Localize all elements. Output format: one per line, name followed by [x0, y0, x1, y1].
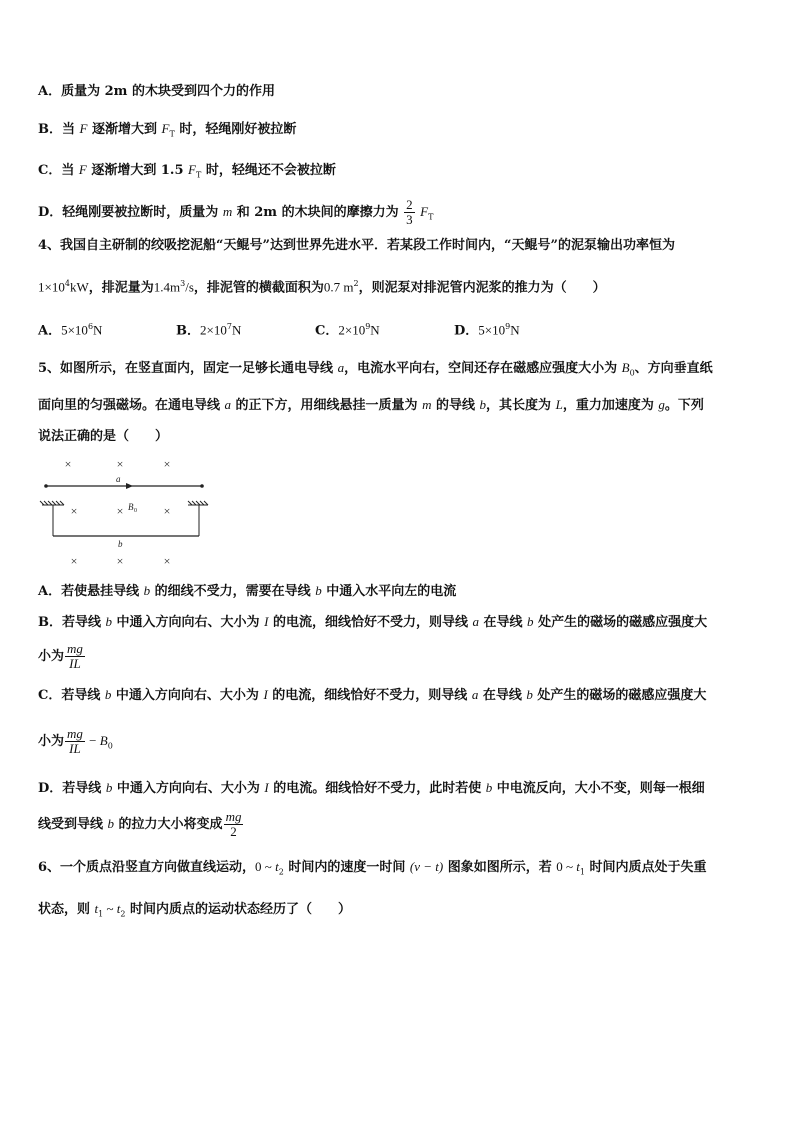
symbol-t: t — [576, 859, 580, 874]
subscript-T: T — [169, 129, 175, 139]
q5-text: 中通入方向向右、大小为 — [112, 615, 265, 630]
q3-option-c-text-3: 时，轻绳还不会被拉断 — [201, 163, 336, 178]
symbol-a: a — [471, 687, 479, 702]
field-cross-mark: × — [163, 554, 171, 568]
magnetic-field-diagram — [38, 452, 218, 576]
q5-text: 的导线 — [431, 398, 480, 413]
symbol-b: b — [527, 614, 534, 629]
q5-text: 线受到导线 — [38, 817, 108, 832]
q4-option-a — [38, 317, 176, 341]
option-value: 2×10 — [200, 322, 227, 338]
q5-text: A．若使悬挂导线 — [38, 584, 144, 599]
q5-text: 中电流反向，大小不变，则每一根细 — [492, 781, 705, 796]
symbol-B0: B — [621, 360, 630, 375]
q4-options — [38, 317, 520, 341]
q5-text: 、方向垂直纸 — [634, 361, 713, 376]
subscript-T: T — [428, 212, 434, 222]
wire-b-label: b — [118, 539, 123, 549]
wire-a-label: a — [116, 474, 121, 484]
q3-option-d-text-2: 和 2m 的木块间的摩擦力为 — [232, 205, 404, 220]
area-value: 0.7 m — [323, 279, 354, 295]
q5-text: 的细线不受力，需要在导线 — [150, 584, 316, 599]
q5-option-b-line-1 — [38, 612, 707, 633]
q6-text: 图象如图所示，若 — [443, 860, 557, 875]
wire-a-end — [44, 484, 48, 488]
field-cross-mark: × — [163, 504, 171, 518]
q6-text: 时间内的速度一时间 — [283, 860, 410, 875]
q5-stem-line-2 — [38, 395, 704, 416]
q4-stem-text: 4、我国自主研制的绞吸挖泥船“天鲲号”达到世界先进水平．若某段工作时间内，“天鲲号”的泥泵输出功率恒为 — [38, 238, 675, 253]
unit-n: N — [231, 322, 242, 338]
q4-text: ，则泥泵对排泥管内泥浆的推力为（ ） — [358, 280, 606, 296]
q5-text: 处产生的磁场的磁感应强度大 — [532, 688, 707, 703]
q5-text: C．若导线 — [38, 688, 105, 703]
q5-option-d-line-2 — [38, 808, 244, 841]
symbol-a: a — [472, 614, 479, 629]
tilde: ~ — [103, 901, 117, 916]
q5-option-d-line-1 — [38, 778, 705, 799]
q3-option-c-text-2: 逐渐增大到 1.5 — [86, 163, 189, 178]
q3-option-b-text-1: B．当 — [38, 122, 80, 137]
q3-option-b-text-3: 时，轻绳刚好被拉断 — [174, 122, 297, 137]
exponent: 9 — [365, 322, 371, 331]
exponent: 4 — [64, 279, 70, 288]
q5-text: ，其长度为 — [486, 398, 556, 413]
q4-option-c — [315, 317, 454, 341]
option-label: D． — [454, 323, 479, 339]
subscript-2: 2 — [278, 867, 284, 877]
exponent: 6 — [87, 322, 94, 331]
subscript-0: 0 — [107, 741, 113, 751]
q5-text: 的电流，细线恰好不受力，则导线 — [268, 615, 473, 630]
symbol-F: F — [79, 121, 88, 136]
q4-stem-line-2 — [38, 274, 606, 298]
field-cross-mark: × — [163, 457, 171, 471]
right-ceiling-support — [188, 501, 208, 505]
field-cross-mark: × — [70, 554, 78, 568]
subscript-2: 2 — [120, 909, 126, 919]
power-value: 1×10 — [38, 279, 65, 295]
field-cross-mark: × — [116, 504, 124, 518]
subscript-T: T — [195, 170, 202, 180]
option-label: A． — [38, 323, 62, 339]
field-label-subscript: 0 — [134, 508, 137, 514]
option-value: 5×10 — [61, 322, 88, 338]
symbol-b: b — [479, 397, 487, 412]
q6-text: 时间内质点处于失重 — [585, 860, 707, 875]
symbol-I: I — [264, 780, 269, 795]
field-label-B: B — [128, 502, 134, 512]
left-ceiling-support — [40, 501, 64, 505]
option-value: 5×10 — [478, 322, 506, 338]
fraction-denominator: IL — [69, 741, 81, 756]
symbol-F: F — [78, 162, 87, 177]
fraction-two-thirds — [404, 198, 415, 227]
subscript-0: 0 — [629, 368, 635, 378]
current-arrow — [126, 483, 133, 489]
exponent: 9 — [505, 322, 511, 331]
symbol-t: t — [275, 859, 279, 874]
field-cross-mark: × — [70, 504, 78, 518]
q4-option-b — [176, 317, 315, 341]
symbol-m: m — [222, 204, 233, 219]
q5-text: 的拉力大小将变成 — [114, 817, 223, 832]
q5-text: 5、如图所示，在竖直面内，固定一足够长通电导线 — [38, 361, 338, 376]
symbol-L: L — [555, 397, 563, 412]
q5-text: D．若导线 — [38, 781, 106, 796]
symbol-b: b — [107, 816, 115, 831]
fraction-denominator: IL — [69, 656, 81, 671]
q4-text: ，排泥管的横截面积为 — [193, 280, 324, 296]
fraction-numerator: mg — [67, 726, 83, 741]
q5-text: 小为 — [38, 649, 65, 664]
symbol-FT: F — [188, 162, 196, 177]
q5-text: B．若导线 — [38, 615, 106, 630]
symbol-v-t: (v − t) — [409, 859, 444, 874]
fraction-mg-over-IL — [65, 642, 85, 671]
symbol-FT: F — [420, 204, 429, 219]
q5-text: 中通入水平向左的电流 — [321, 584, 457, 599]
option-label: C． — [315, 323, 339, 339]
symbol-I: I — [264, 614, 269, 629]
q5-text: 的正下方，用细线悬挂一质量为 — [231, 398, 423, 413]
q5-text: 的电流，细线恰好不受力，则导线 — [267, 688, 472, 703]
q4-stem-line-1 — [38, 236, 675, 256]
unit-n: N — [370, 322, 380, 338]
q5-text: 面向里的匀强磁场。在通电导线 — [38, 398, 225, 413]
symbol-I: I — [263, 687, 268, 702]
symbol-b: b — [143, 583, 151, 598]
time-range-start: 0 ~ — [556, 859, 577, 874]
q6-text: 6、一个质点沿竖直方向做直线运动， — [38, 860, 256, 875]
symbol-FT: F — [161, 121, 170, 136]
q3-option-d-text-1: D．轻绳刚要被拉断时，质量为 — [38, 205, 223, 220]
symbol-B0: B — [99, 733, 108, 748]
q5-option-b-line-2 — [38, 642, 86, 672]
wire-a-end — [200, 484, 204, 488]
exponent: 7 — [226, 322, 232, 331]
q3-option-b-text-2: 逐渐增大到 — [87, 122, 162, 137]
symbol-b: b — [315, 583, 322, 598]
q6-stem-line-1 — [38, 857, 707, 883]
option-label: B． — [176, 323, 200, 339]
symbol-b: b — [105, 780, 113, 795]
symbol-b: b — [105, 614, 113, 629]
q5-text: 在导线 — [478, 615, 528, 630]
q5-option-a — [38, 581, 456, 602]
symbol-a: a — [337, 360, 345, 375]
q6-stem-line-2 — [38, 899, 351, 925]
q5-text: 处产生的磁场的磁感应强度大 — [533, 615, 708, 630]
option-value: 2×10 — [338, 322, 366, 338]
field-cross-mark: × — [64, 457, 72, 471]
q5-text: ，电流水平向右，空间还存在磁感应强度大小为 — [344, 361, 622, 376]
q6-text: 时间内质点的运动状态经历了（ ） — [125, 902, 352, 917]
unit-n: N — [93, 322, 103, 338]
q5-text: 。下列 — [664, 398, 704, 413]
q3-option-c — [38, 160, 336, 186]
q3-option-b — [38, 119, 296, 145]
q3-option-c-text-1: C．当 — [38, 163, 79, 178]
exponent: 3 — [180, 279, 186, 288]
q5-text: 在导线 — [478, 688, 527, 703]
fraction-denominator: 2 — [230, 824, 237, 839]
q5-stem-line-1 — [38, 358, 713, 384]
fraction-mg-over-IL — [65, 727, 85, 756]
q5-text: 说法正确的是（ ） — [38, 429, 169, 444]
q5-option-c-line-2 — [38, 725, 113, 763]
unit-kw: kW — [69, 279, 89, 295]
q3-option-a-text: A．质量为 2m 的木块受到四个力的作用 — [38, 84, 275, 99]
minus-sign: − — [85, 733, 100, 748]
fraction-mg-over-2 — [224, 810, 244, 839]
symbol-t: t — [94, 901, 99, 916]
symbol-t: t — [116, 901, 121, 916]
unit-per-second: /s — [185, 279, 194, 295]
q6-text: 状态，则 — [38, 902, 95, 917]
fraction-numerator: mg — [67, 641, 83, 656]
fraction-denominator: 3 — [406, 212, 413, 227]
field-cross-mark: × — [116, 554, 124, 568]
time-range-start: 0 ~ — [255, 859, 276, 874]
symbol-m: m — [422, 397, 432, 412]
q5-text: ，重力加速度为 — [562, 398, 659, 413]
subscript-1: 1 — [98, 909, 104, 919]
q5-option-c-line-1 — [38, 685, 706, 706]
symbol-b: b — [485, 780, 493, 795]
exponent: 2 — [353, 279, 359, 288]
symbol-b: b — [104, 687, 112, 702]
fraction-numerator: mg — [225, 809, 242, 824]
q5-stem-line-3 — [38, 427, 168, 447]
field-cross-mark: × — [116, 457, 124, 471]
q5-text: 的电流。细线恰好不受力，此时若使 — [268, 781, 486, 796]
q5-text: 中通入方向向右、大小为 — [111, 688, 264, 703]
q3-option-d — [38, 198, 433, 232]
q4-option-d — [454, 317, 520, 341]
unit-n: N — [510, 322, 520, 338]
symbol-g: g — [658, 397, 665, 412]
subscript-1: 1 — [579, 867, 586, 877]
symbol-b: b — [526, 687, 533, 702]
q4-text: ，排泥量为 — [88, 280, 154, 296]
q5-text: 中通入方向向右、大小为 — [112, 781, 265, 796]
q3-option-a — [38, 82, 275, 102]
flow-value: 1.4m — [153, 279, 181, 295]
fraction-numerator: 2 — [406, 197, 413, 212]
symbol-a: a — [224, 397, 232, 412]
q5-text: 小为 — [38, 734, 65, 749]
